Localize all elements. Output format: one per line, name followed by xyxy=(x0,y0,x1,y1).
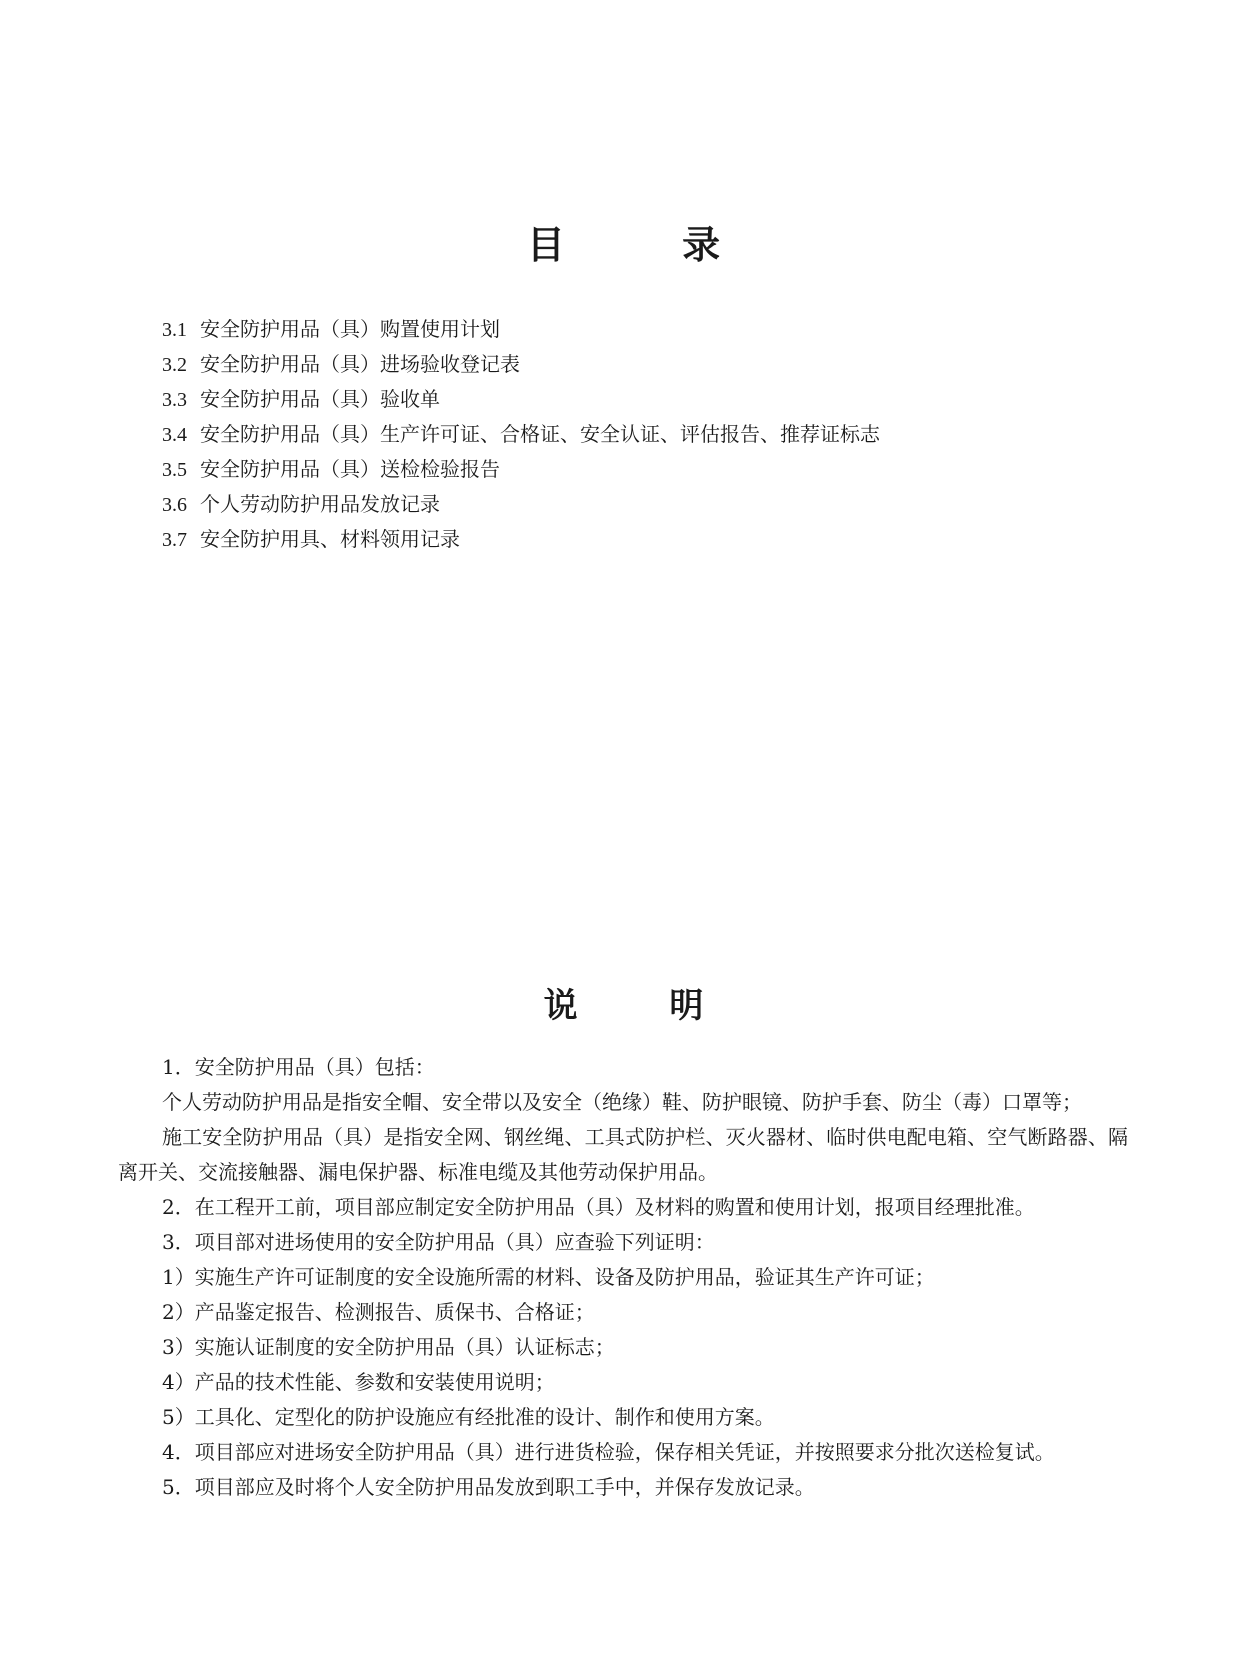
notes-paragraph: 3．项目部对进场使用的安全防护用品（具）应查验下列证明： xyxy=(162,1230,715,1254)
notes-paragraph: 1）实施生产许可证制度的安全设施所需的材料、设备及防护用品，验证其生产许可证； xyxy=(162,1265,935,1289)
notes-paragraph: 3）实施认证制度的安全防护用品（具）认证标志； xyxy=(162,1335,615,1359)
notes-paragraph: 1．安全防护用品（具）包括： xyxy=(162,1055,435,1079)
toc-item xyxy=(162,487,1062,522)
toc-item-number: 3.5 xyxy=(162,459,187,481)
toc-item-number: 3.1 xyxy=(162,319,187,341)
toc-item-number: 3.3 xyxy=(162,389,187,411)
toc-item-text: 安全防护用品（具）进场验收登记表 xyxy=(200,352,520,376)
toc-item xyxy=(162,522,1062,557)
toc-item xyxy=(162,312,1062,347)
toc-title: 目 录 xyxy=(526,222,773,267)
toc-item xyxy=(162,382,1062,417)
notes-paragraph: 5．项目部应及时将个人安全防护用品发放到职工手中，并保存发放记录。 xyxy=(162,1475,815,1499)
notes-paragraph: 2）产品鉴定报告、检测报告、质保书、合格证； xyxy=(162,1300,595,1324)
toc-item-text: 安全防护用品（具）送检检验报告 xyxy=(200,457,500,481)
notes-paragraph: 施工安全防护用品（具）是指安全网、钢丝绳、工具式防护栏、灭火器材、临时供电配电箱、空气断路器、隔离开关、交流接触器、漏电保护器、标准电缆及其他劳动保护用品。 xyxy=(118,1125,1128,1184)
toc-item-text: 安全防护用品（具）验收单 xyxy=(200,387,440,411)
toc-item-text: 安全防护用品（具）购置使用计划 xyxy=(200,317,500,341)
toc-item-number: 3.2 xyxy=(162,354,187,376)
toc-list xyxy=(162,312,1062,557)
notes-title: 说 明 xyxy=(543,986,744,1026)
toc-item xyxy=(162,452,1062,487)
notes-paragraph: 4．项目部应对进场安全防护用品（具）进行进货检验，保存相关凭证，并按照要求分批次送检复试。 xyxy=(162,1440,1055,1464)
toc-item-text: 安全防护用具、材料领用记录 xyxy=(200,527,460,551)
notes-paragraph: 5）工具化、定型化的防护设施应有经批准的设计、制作和使用方案。 xyxy=(162,1405,775,1429)
toc-item-text: 安全防护用品（具）生产许可证、合格证、安全认证、评估报告、推荐证标志 xyxy=(200,422,880,446)
notes-body xyxy=(118,1050,1128,1505)
toc-item-number: 3.7 xyxy=(162,529,187,551)
toc-item-number: 3.6 xyxy=(162,494,187,516)
notes-paragraph: 个人劳动防护用品是指安全帽、安全带以及安全（绝缘）鞋、防护眼镜、防护手套、防尘（毒）口罩等； xyxy=(162,1090,1082,1114)
toc-item-text: 个人劳动防护用品发放记录 xyxy=(200,492,440,516)
notes-paragraph: 4）产品的技术性能、参数和安装使用说明； xyxy=(162,1370,555,1394)
toc-item xyxy=(162,347,1062,382)
notes-paragraph: 2．在工程开工前，项目部应制定安全防护用品（具）及材料的购置和使用计划，报项目经理批准。 xyxy=(162,1195,1035,1219)
toc-item-number: 3.4 xyxy=(162,424,187,446)
toc-item xyxy=(162,417,1062,452)
